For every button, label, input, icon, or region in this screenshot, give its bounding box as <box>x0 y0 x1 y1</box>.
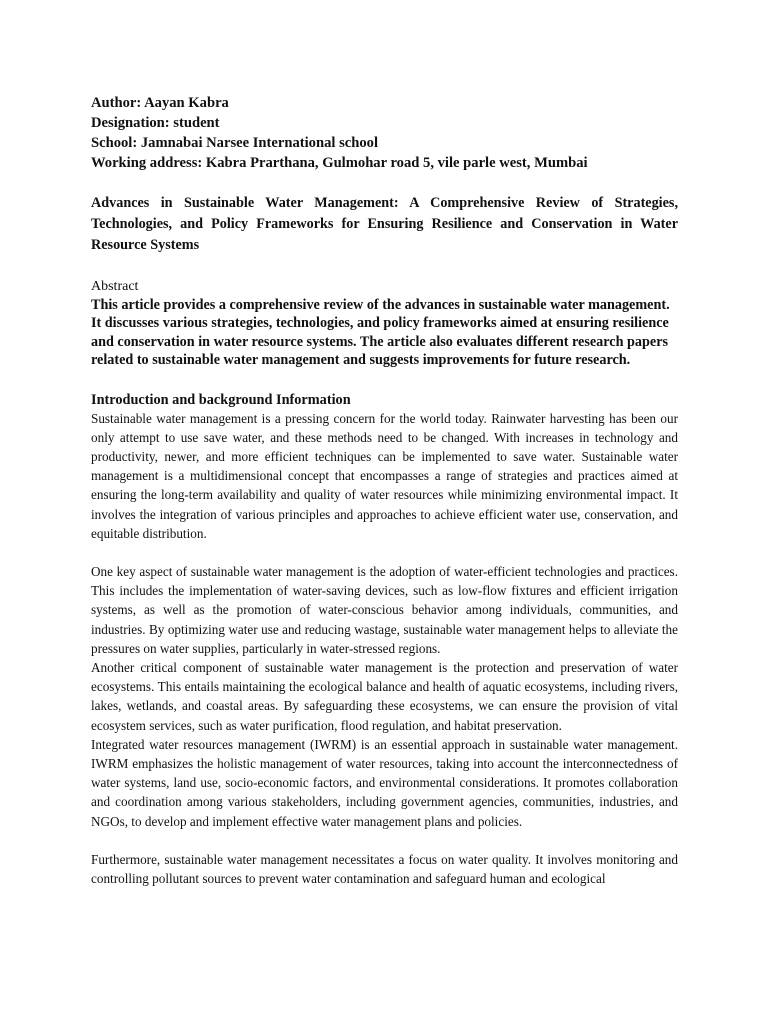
designation-line: Designation: student <box>91 115 220 131</box>
document-page <box>91 93 678 888</box>
abstract-heading: Abstract <box>91 279 139 294</box>
article-title: Advances in Sustainable Water Management: A Comprehensive Review of Strategies, Technologies, and Policy Frameworks for Ensuring Resilience and Conservation in Water Resource Systems <box>91 195 678 253</box>
body-paragraph: Furthermore, sustainable water management necessitates a focus on water quality. It involves monitoring and controlling pollutant sources to prevent water contamination and safeguard human and ecological <box>91 851 678 887</box>
body-paragraph: Integrated water resources management (IWRM) is an essential approach in sustainable water management. IWRM emphasizes the holistic management of water resources, taking into account the interconnectedness of water systems, land use, socio-economic factors, and environmental considerations. It promotes collaboration and coordination among various stakeholders, including government agencies, communities, industries, and NGOs, to develop and implement effective water management plans and policies. <box>91 736 678 829</box>
body-paragraph: Another critical component of sustainable water management is the protection and preservation of water ecosystems. This entails maintaining the ecological balance and health of aquatic ecosystems, including rivers, lakes, wetlands, and coastal areas. By safeguarding these ecosystems, we can ensure the provision of vital ecosystem services, such as water purification, flood regulation, and habitat preservation. <box>91 660 678 733</box>
author-block <box>91 93 678 173</box>
author-line: Author: Aayan Kabra <box>91 95 229 111</box>
introduction-section <box>91 391 678 889</box>
introduction-heading: Introduction and background Information <box>91 391 351 408</box>
body-paragraph: Sustainable water management is a pressing concern for the world today. Rainwater harvesting has been our only attempt to use save water, and these methods need to be changed. With increases in technology and productivity, newer, and more efficient techniques can be implemented to save water. Sustainable water management is a multidimensional concept that encompasses a range of strategies and practices aimed at ensuring the long-term availability and quality of water resources while minimizing environmental impact. It involves the integration of various principles and approaches to achieve efficient water use, conservation, and equitable distribution. <box>91 410 678 541</box>
body-paragraph: One key aspect of sustainable water management is the adoption of water-efficient technologies and practices. This includes the implementation of water-saving devices, such as low-flow fixtures and efficient irrigation systems, as well as the promotion of water-conscious behavior among individuals, communities, and industries. By optimizing water use and reducing wastage, sustainable water management helps to alleviate the pressures on water supplies, particularly in water-stressed regions. <box>91 564 678 656</box>
school-line: School: Jamnabai Narsee International school <box>91 135 379 151</box>
abstract-text: This article provides a comprehensive review of the advances in sustainable water management. It discusses various strategies, technologies, and policy frameworks aimed at ensuring resilience and conservation in water resource systems. The article also evaluates different research papers related to sustainable water management and suggests improvements for future research. <box>91 297 670 369</box>
address-line: Working address: Kabra Prarthana, Gulmohar road 5, vile parle west, Mumbai <box>91 155 588 171</box>
abstract-section <box>91 278 678 370</box>
